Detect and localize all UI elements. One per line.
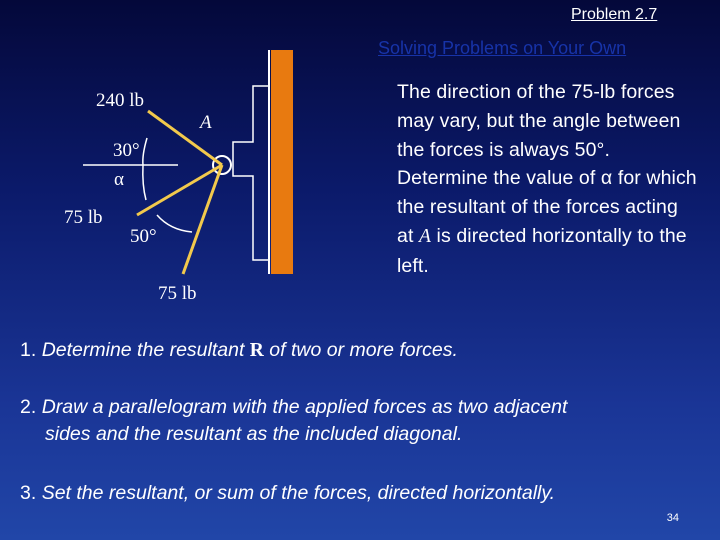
step-2-number: 2. — [20, 396, 37, 418]
force-75-left-line — [137, 165, 222, 215]
problem-text-part1: The direction of the 75-lb forces may vary, but the angle between the forces is always 50°. Determine the value of — [397, 81, 687, 190]
subtitle-link[interactable]: Solving Problems on Your Own — [378, 38, 627, 58]
step-3 — [20, 480, 555, 507]
force-75-left-label: 75 lb — [64, 207, 103, 228]
step-2-line-1: Draw a parallelogram with the applied forces as two adjacent — [41, 396, 568, 418]
step-1-text-b: of two or more forces. — [263, 339, 458, 361]
problem-title: Problem 2.7 — [571, 6, 658, 23]
step-2 — [20, 394, 710, 448]
force-75-bottom-label: 75 lb — [158, 283, 197, 304]
problem-point: A — [418, 225, 431, 247]
angle-30-label: 30° — [113, 140, 140, 161]
angle-arc-50 — [157, 215, 192, 232]
bracket — [233, 86, 269, 260]
point-a-label: A — [200, 112, 212, 133]
step-1-resultant: R — [249, 340, 264, 361]
angle-arc-alpha — [143, 165, 146, 200]
step-1-number: 1. — [20, 339, 37, 361]
step-1 — [20, 337, 458, 364]
force-240-label: 240 lb — [96, 90, 145, 111]
problem-text-part2: for which the resultant of the forces acting at — [397, 167, 703, 247]
angle-50-label: 50° — [130, 226, 157, 247]
problem-statement — [397, 78, 703, 281]
step-3-number: 3. — [20, 482, 37, 504]
alpha-label: α — [114, 169, 124, 190]
problem-alpha: α — [600, 167, 613, 190]
wall — [271, 50, 293, 274]
step-1-text-a: Determine the resultant — [41, 339, 250, 361]
force-75-bottom-line — [183, 165, 222, 274]
step-2-line-2: sides and the resultant as the included diagonal. — [45, 423, 463, 445]
page-number: 34 — [666, 512, 679, 524]
angle-arc-30 — [143, 138, 147, 165]
step-3-text: Set the resultant, or sum of the forces, directed horizontally. — [41, 482, 556, 504]
force-diagram — [50, 50, 350, 320]
problem-text-part3: is directed horizontally to the left. — [397, 224, 693, 277]
